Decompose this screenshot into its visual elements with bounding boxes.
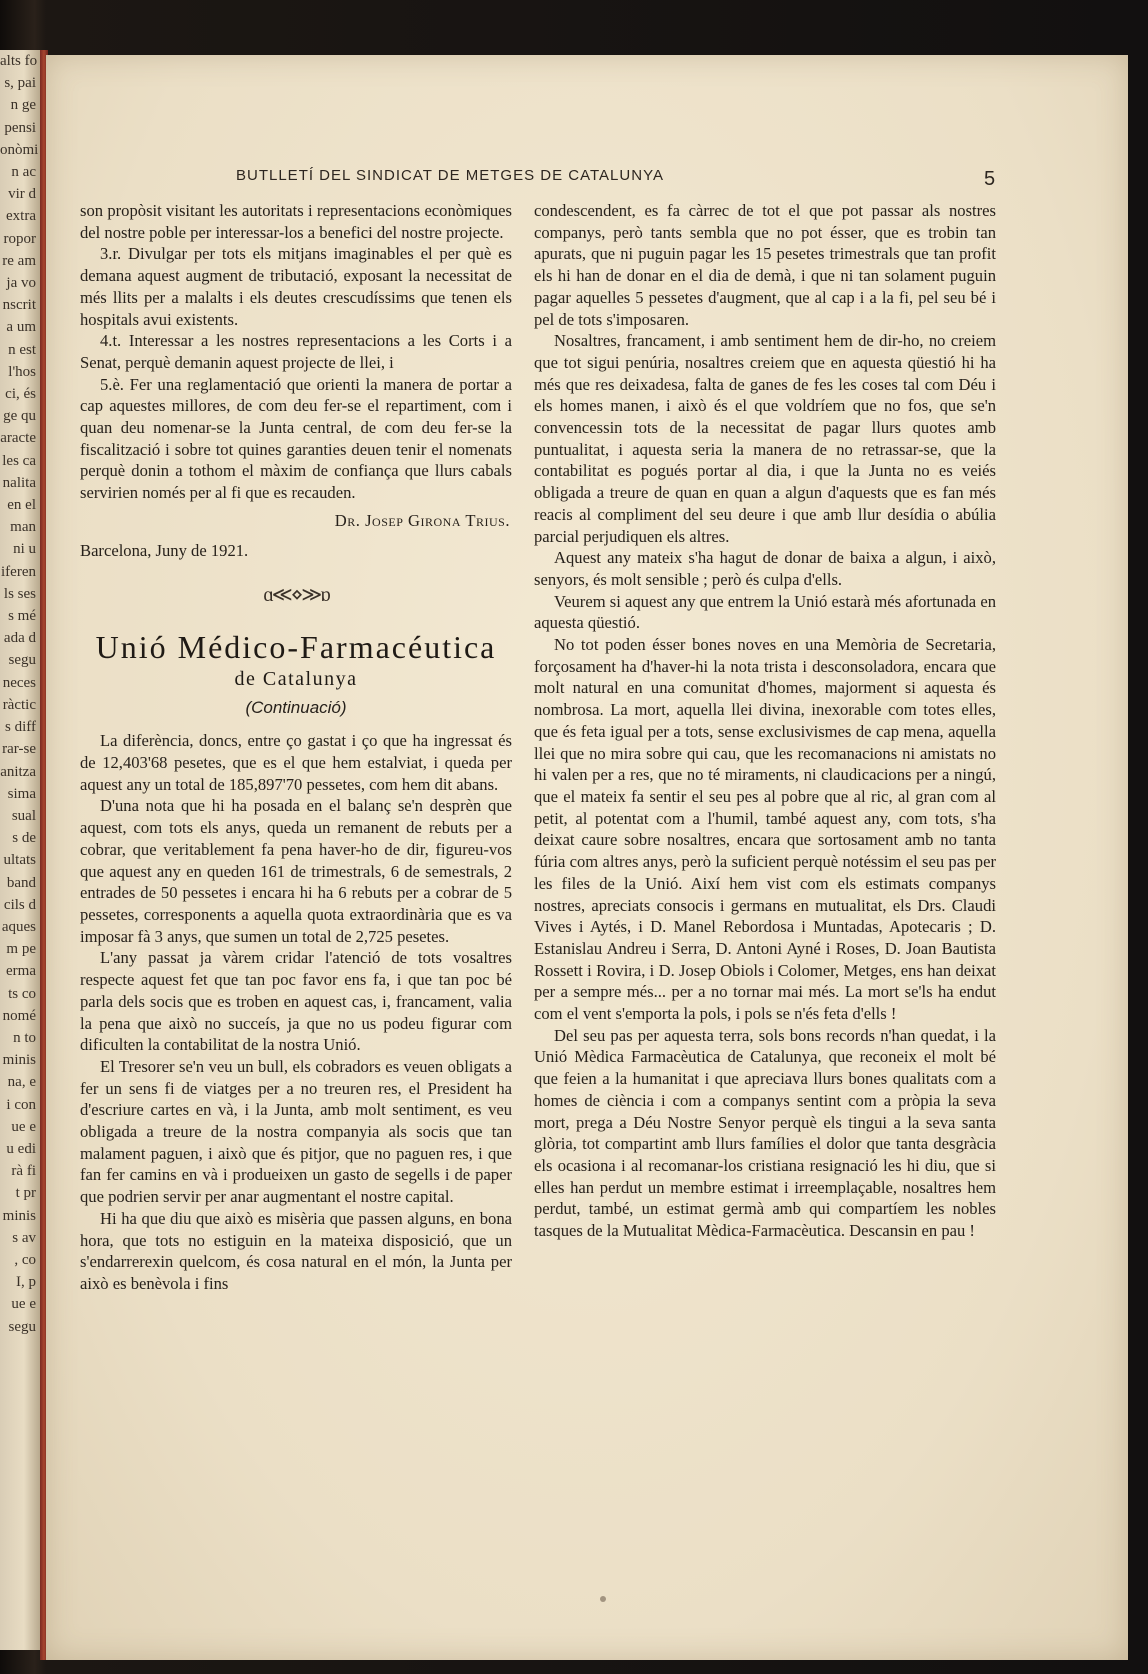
facing-page-fragment: ada d [3, 630, 36, 647]
body-paragraph: Veurem si aquest any que entrem la Unió estarà més afortunada en aquesta qüestió. [534, 591, 996, 633]
facing-page-fragment: s de [12, 830, 36, 847]
facing-page-fragment: s diff [5, 719, 36, 736]
facing-page-fragment: anitza [0, 763, 36, 780]
body-paragraph: Hi ha que diu que això es misèria que passen alguns, en bona hora, que tots no estiguin en la mateixa disposició, que un s'endarrerexin quelcom, és cosa natural en el món, la Junta per això es benèvola i fins [80, 1208, 512, 1293]
page-number: 5 [984, 168, 996, 190]
facing-page-fragment: , co [14, 1251, 36, 1268]
facing-page-fragments [0, 50, 40, 1338]
body-paragraph: 3.r. Divulgar per tots els mitjans imaginables el per què es demana aquest augment de tributació, exposant la necessitat de més llits per a malalts i els deutes crescudíssims que tenen els hospitals avui existents. [80, 244, 512, 329]
facing-page-fragment: aques [1, 918, 36, 935]
facing-page-fragment: ge qu [3, 408, 36, 425]
right-column [534, 200, 996, 1242]
ink-spot [600, 1596, 606, 1602]
facing-page-fragment: en el [7, 497, 36, 514]
place-date: Barcelona, Juny de 1921. [80, 540, 249, 560]
facing-page-fragment: sual [11, 807, 36, 824]
facing-page-fragment: s mé [8, 608, 36, 625]
left-column [80, 200, 512, 1295]
facing-page-fragment: ni u [13, 541, 36, 558]
facing-page-fragment: aracte [0, 430, 36, 447]
facing-page-fragment: nomé [2, 1007, 36, 1024]
facing-page-fragment: pensi [4, 119, 36, 136]
body-paragraph: 4.t. Interessar a les nostres representacions a les Corts i a Senat, perquè demanin aquest projecte de llei, i [80, 331, 512, 372]
facing-page-fragment: m pe [6, 941, 36, 958]
facing-page-fragment: ts co [8, 985, 36, 1002]
facing-page-fragment: ràctic [2, 696, 36, 713]
body-paragraph: condescendent, es fa càrrec de tot el que pot passar als nostres companys, però tants sembla que no pot ésser, que es trobin tan apurats, que ni puguin pagar les 15 pesetes trimestrals que tan profit els hi han de donar en el dia de demà, i que ni tan solament puguin pagar aquelles 5 pessetes d'augment, que al cap i a la fi, pel seu bé i pel de tots s'imposaren. [534, 201, 996, 329]
facing-page-fragment: man [10, 519, 36, 536]
body-paragraph: No tot poden ésser bones noves en una Memòria de Secretaria, forçosament ha d'haver-hi la nota trista i desconsoladora, encara que molt natural en una comunitat d'homes, majorment si aquesta és nombrosa. La mort, aquella llei divina, inexorable com totes elles, que és feta igual per a tots, sense exclusivismes de cap mena, aquella llei que no mira sobre qui cau, que les recomanacions ni amistats no hi valen per a res, que no té miraments, ni claudicacions per a ningú, que el mateix fa sentir el seu pes al pobre que al ric, al gran com al petit, al potentat com a l'humil, també aquest any, com tots, s'ha deixat caure sobre nosaltres, encara que sortosament amb no tanta fúria com altres anys, però la suficient perquè notéssim el seu pas per les files de la Unió. Així hem vist com els estimats companys nostres, apreciats consocis i germans en mutualitat, els Drs. Claudi Vives i Aytés, i D. Manel Rebordosa i Muntadas, Apotecaris ; D. Estanislau Andreu i Serra, D. Antoni Ayné i Roses, D. Joan Bautista Rossett i Rovira, i D. Josep Obiols i Colomer, Metges, ens han deixat per a sempre més... per a no tornar mai més. La mort se'ls ha endut com el vent s'emporta la pols, i pols se n'és feta d'ells ! [534, 635, 996, 1024]
facing-page-fragment: segu [8, 1318, 36, 1335]
article-title: Unió Médico-Farmacéutica [95, 628, 497, 665]
body-paragraph: Aquest any mateix s'ha hagut de donar de baixa a algun, i això, senyors, és molt sensible ; però és culpa d'ells. [534, 548, 996, 589]
body-paragraph: son propòsit visitant les autoritats i representacions econòmiques del nostre poble per interessar-los a benefici del nostre projecte. [80, 201, 512, 242]
facing-page-fragment: nalita [2, 474, 36, 491]
facing-page-fragment: t pr [15, 1185, 36, 1202]
facing-page-fragment: ropor [3, 230, 36, 247]
facing-page-fragment: neces [2, 674, 36, 691]
facing-page-fragment: iferen [1, 563, 36, 580]
facing-page-fragment: na, e [7, 1074, 36, 1091]
facing-page-fragment: rà fi [11, 1163, 36, 1180]
facing-page-fragment: rar-se [2, 741, 36, 758]
facing-page-fragment: onòmi [0, 141, 39, 158]
facing-page-fragment: n est [8, 341, 36, 358]
ornament-divider: ɑ≪⋄≫ɒ [263, 584, 329, 607]
facing-page-fragment: s, pai [4, 75, 36, 92]
facing-page-edge [0, 50, 40, 1650]
facing-page-fragment: a um [6, 319, 36, 336]
body-paragraph: Del seu pas per aquesta terra, sols bons records n'han quedat, i la Unió Mèdica Farmacèutica de Catalunya, que reconeix el molt bé que feien a la humanitat i que apreciava llurs bones qualitats com a homes de ciència i com a companys sentint com a pròpia la seva mort, prega a Déu Nostre Senyor perquè els tingui a la seva santa glòria, tot compartint amb llurs famílies el dolor que tanta desgràcia els ocasiona i al recomanar-los cristiana resignació les hi diu, que si elles han perdut un membre estimat i irreemplaçable, nosaltres hem perdut, també, un estimat germà amb qui compartíem les nobles tasques de la Mutualitat Mèdica-Farmacèutica. Descansin en pau ! [534, 1025, 996, 1241]
facing-page-fragment: les ca [2, 452, 36, 469]
body-paragraph: L'any passat ja vàrem cridar l'atenció de tots vosaltres respecte aquest fet que tan poc favor ens fa, i que tan poc bé parla dels socis que es troben en aquest cas, i, francament, valia la pena que això no succeís, ja que no us podeu figurar com dificulten la contabilitat de la nostra Unió. [80, 948, 512, 1055]
facing-page-fragment: ja vo [6, 275, 36, 292]
facing-page-fragment: ue e [11, 1118, 36, 1135]
facing-page-fragment: ci, és [5, 386, 36, 403]
facing-page-fragment: s av [12, 1229, 36, 1246]
facing-page-fragment: n to [13, 1029, 36, 1046]
facing-page-fragment: erma [6, 963, 36, 980]
facing-page-fragment: ue e [11, 1296, 36, 1313]
facing-page-fragment: nscrit [2, 297, 36, 314]
facing-page-fragment: I, p [16, 1274, 36, 1291]
body-paragraph: El Tresorer se'n veu un bull, els cobradors es veuen obligats a fer un sens fi de viatges per a no treuren res, el President ha d'escriure cartes en và, i la Junta, amb molt sentiment, es veu obligada a treure de la nostra companyia als socis que tan malament paguen, i això que és pitjor, que no paguen res, i que fan fer camins en và i produeixen un gasto de segells i de paper que podrien servir per anar augmentant el nostre capital. [80, 1056, 512, 1207]
running-head: BUTLLETÍ DEL SINDICAT DE METGES DE CATALUNYA [236, 167, 664, 184]
facing-page-fragment: ultats [3, 852, 36, 869]
body-paragraph: D'una nota que hi ha posada en el balanç se'n desprèn que aquest, com tots els anys, queda un remanent de rebuts per a cobrar, que veritablement fa pena haver-ho de dir, figureu-vos que aquest any en queden 161 de trimestrals, 6 de semestrals, 2 entrades de 50 pessetes i encara hi ha 6 rebuts per a cobrar de 5 pessetes, corresponents a aquella quota extraordinària que es va imposar fà 3 anys, que sumen un total de 2,725 pesetes. [80, 796, 512, 946]
facing-page-fragment: minis [2, 1052, 36, 1069]
facing-page-fragment: extra [6, 208, 36, 225]
facing-page-fragment: re am [2, 252, 36, 269]
facing-page-fragment: n ac [11, 164, 36, 181]
facing-page-fragment: sima [7, 785, 36, 802]
facing-page-fragment: cils d [3, 896, 36, 913]
facing-page-fragment: ls ses [3, 585, 36, 602]
article-subtitle: de Catalunya [234, 667, 358, 690]
facing-page-fragment: i con [6, 1096, 36, 1113]
facing-page-fragment: l'hos [8, 363, 36, 380]
body-paragraph: Nosaltres, francament, i amb sentiment hem de dir-ho, no creiem que tot sigui penúria, nosaltres creiem que en aquesta qüestió hi ha més que res deixadesa, falta de ganes de fes les coses tal com Déu i els homes manen, i això és el que voldríem que no fos, que se'n convencessin tots de la necessitat de pagar llurs quotes amb puntualitat, i aquesta seria la manera de no retrassar-se, que la contabilitat es pogués portar al dia, i que la Junta no es veiés obligada a treure de quan en quan a algun d'aquests que es fan més reacis al compliment del seu deure i que amb llur desídia o abúlia parcial perjudiquen els altres. [534, 331, 996, 546]
body-paragraph: La diferència, doncs, entre ço gastat i ço que ha ingressat és de 12,403'68 pesetes, que es el que hem estalviat, i queda per aquest any un total de 185,897'70 pessetes, com hem dit abans. [80, 731, 512, 794]
facing-page-fragment: band [6, 874, 36, 891]
body-paragraph: 5.è. Fer una reglamentació que orienti la manera de portar a cap aquestes millores, de com deu fer-se el repartiment, com i quan deu nomenar-se la Junta central, de com deu fer-se la fiscalització i sobre tot quines garanties deuen tenir el nomenats perquè donin a tothom el màxim de confiança que llurs cabals servirien només per al fi que es recauden. [80, 374, 512, 503]
facing-page-fragment: segu [8, 652, 36, 669]
continuation-label: (Continuació) [245, 697, 347, 717]
facing-page-fragment: minis [2, 1207, 36, 1224]
facing-page-fragment: alts fo [0, 53, 38, 69]
author-signature: Dr. Josep Girona Trius. [334, 510, 510, 530]
facing-page-fragment: u edi [6, 1140, 36, 1157]
facing-page-fragment: n ge [10, 97, 36, 114]
facing-page-fragment: vir d [8, 186, 36, 203]
